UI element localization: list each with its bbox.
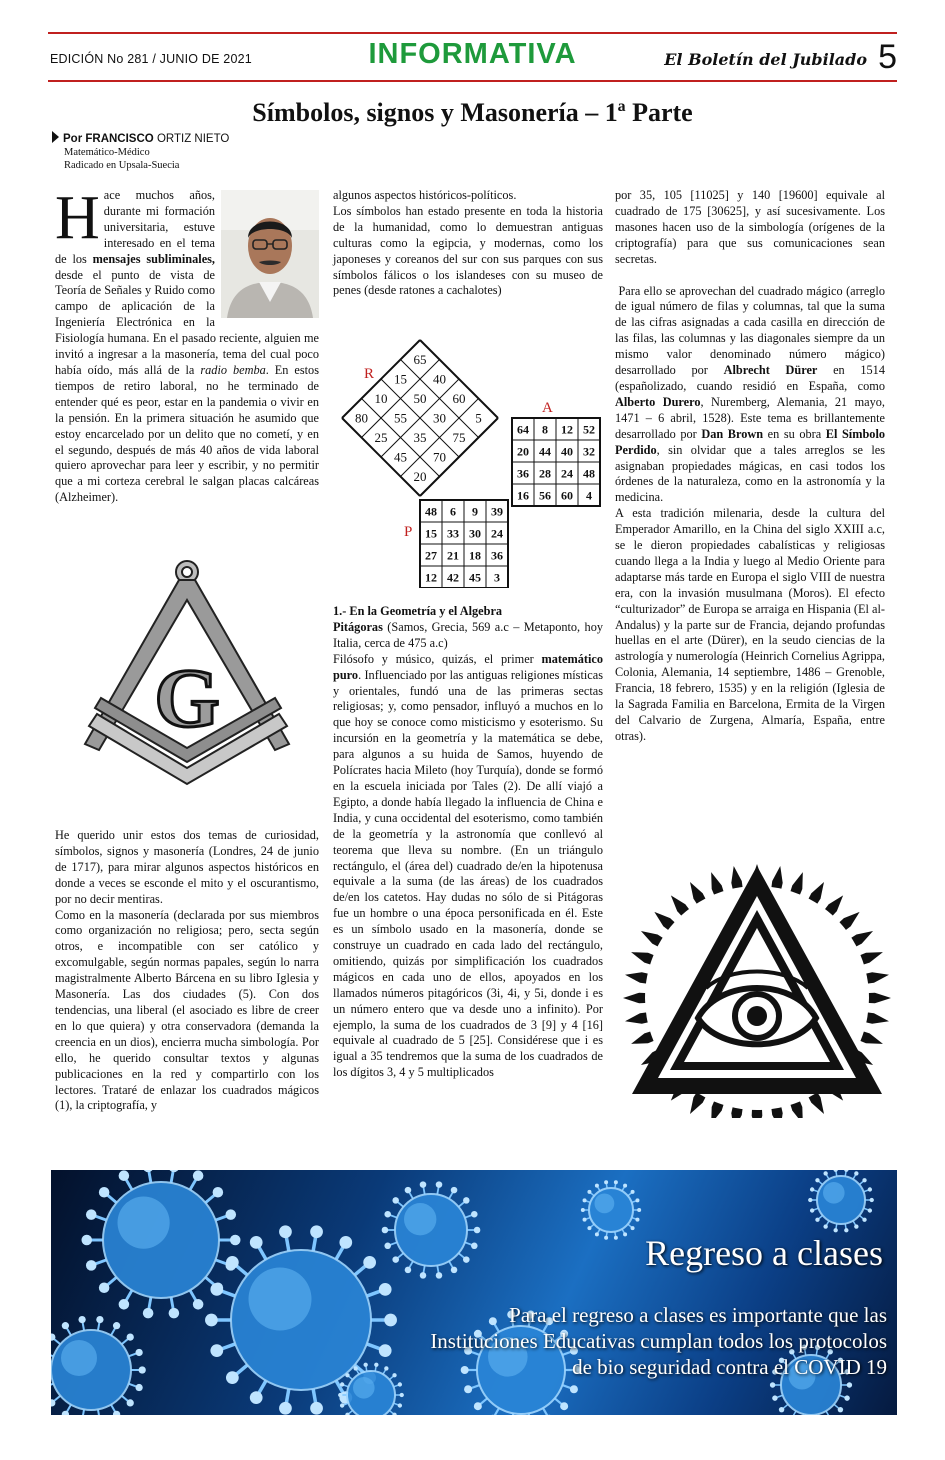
diamond-cell: 10 — [374, 391, 388, 406]
pythagorean-magic-squares-figure — [340, 338, 608, 588]
grid-a-magic-square — [512, 418, 600, 506]
grid-p-cell: 30 — [469, 526, 481, 541]
page-header — [48, 36, 897, 80]
grid-p-cell: 21 — [447, 548, 459, 563]
c3-paragraph-3: A esta tradición milenaria, desde la cultura del Emperador Amarillo, en la China del siglo XXIII a.c, se le dieron propiedades cabalísticas y religiosas cuando llega a la India y luego al Medio Oriente para adaptarse más tarde en Europa el siglo VIII de nuestra era, con la invasión musulmana (Moros). El efecto “culturizador” de Europa se arraiga en Hispania (El al-Andalus) y la parte sur de Francia, dejando profundas huellas en el arte (Dürer), en la seudo ciencias de la astrología y numerología (Heinrich Cornelius Agrippa, Colonia, Alemania, 14 septiembre, 1486 – Grenoble, Francia, 18 febrero, 1535) y en la religión (Iglesia de la Sagrada Familia en Barcelona, Ermita de la Virgen del Calvario de Zurgena, Almaría, España, entre otras). — [615, 506, 885, 743]
grid-a-cell: 12 — [561, 422, 573, 437]
diamond-cell: 20 — [413, 469, 427, 484]
grid-a-cell: 28 — [539, 466, 551, 481]
diamond-cell: 50 — [413, 391, 427, 406]
intro-text-c: . En estos tiempos de retiro laboral, no he terminado de entender qué es peor, estar en la pandemia o vivir en la pensión. En la primera situación he asumido que estoy encarcelado por un delito que no cometí, y en el segundo, después de más 40 años de vida laboral quiero aprovechar para leer y escribir, y no permitir que a mi corteza cerebral le salgan placas calcáreas (Alzheimer). — [55, 362, 319, 505]
diamond-cell: 25 — [374, 430, 388, 445]
pythagoras-name: Pitágoras — [333, 619, 383, 634]
diamond-cell: 40 — [433, 371, 446, 387]
grid-p-cell: 48 — [425, 504, 437, 519]
diamond-cell: 15 — [394, 371, 407, 387]
c2-paragraph-1: algunos aspectos históricos-políticos. — [333, 188, 517, 202]
grid-p-cell: 45 — [469, 570, 481, 585]
c2-text-b: . Influenciado por las antiguas religiones místicas y orientales, fundó una de las primeras sectas religiosas; y, como pensador, influyó a muchos en lo que hoy se conoce como misticismo y esoterismo. Su incursión en la geometría y la matemática se debe, para algunos a su huida de Samos, huyendo de Polícrates hacia Mileto (hoy Turquía), donde se formó en la escuela iniciada por Tales (2). De allí viajó a Egipto, a donde había llegado la influencia de China e India, y cuna occidental del esoterismo, como también de la geometría y la astronomía que conllevó al teorema que lleva su nombre. (En un triángulo rectángulo, el (área del) cuadrado de/en la hipotenusa equivale a la suma (de las áreas) de los cuadrados de/en los catetos. Hay dudas no sólo de si Pitágoras fue un hombre o una época personificada en él. Este es un símbolo usado en la masonería, donde se construye un cuadrado en cada lado del rectángulo, omitiendo, quizás por simplificación los cuadrados mágicos en cada uno de ellos, apoyados en los llamados números pitagóricos (3i, 4i, y 5i, donde i es un número entero que va desde uno a infinito). Por ejemplo, la suma de los cuadrados de 3 [9] y 4 [16] equivale al cuadrado de 5 [25]. Considérese que i es igual a 35 tendremos que la suma de los cuadrados de los dígitos 3, 4 y 5 multiplicados — [333, 667, 603, 1080]
diamond-cell: 70 — [433, 449, 446, 465]
grid-a-cell: 24 — [561, 466, 573, 481]
grid-a-cell: 20 — [517, 444, 529, 459]
square-and-compass-emblem — [75, 558, 300, 788]
grid-a-cell: 8 — [542, 422, 548, 437]
diamond-cell: 60 — [452, 391, 466, 406]
author-role: Matemático-Médico — [64, 147, 150, 158]
author-location: Radicado en Upsala-Suecia — [64, 160, 180, 171]
diamond-cell: 5 — [475, 410, 482, 426]
grid-a-cell: 4 — [586, 488, 592, 503]
grid-p-cell: 9 — [472, 504, 478, 519]
c1-paragraph-2: He querido unir estos dos temas de curiosidad, símbolos, signos y masonería (Londres, 24 de junio de 1717), para mirar algunos aspectos históricos en donde a veces se esconde el mito y el oscurantismo, por no decir mentiras. — [55, 828, 319, 906]
grid-p-cell: 18 — [469, 548, 481, 563]
grid-a-cell: 16 — [517, 488, 529, 503]
column-1-body — [55, 828, 319, 1114]
grid-p-cell: 12 — [425, 570, 437, 585]
diamond-cell: 65 — [413, 352, 427, 367]
diamond-cell: 45 — [394, 449, 407, 465]
grid-p-cell: 3 — [494, 570, 500, 585]
column-1-intro — [55, 184, 319, 506]
c3-text-d: en su obra — [767, 426, 822, 441]
byline-prefix: Por FRANCISCO — [63, 133, 154, 145]
drop-cap: H — [55, 184, 100, 252]
column-2-body — [333, 604, 603, 1081]
diamond-cell: 30 — [433, 410, 446, 426]
intro-text-a: ace muchos años, durante mi formación universitaria, estuve interesado en el tema de los — [55, 188, 215, 266]
section-title: INFORMATIVA — [368, 38, 577, 70]
c3-text-e: , sin olvidar que a tales arreglos se les asignaban propiedades mágicas, en casi todos los órdenes de la naturaleza, como en la astronomía y la medicina. — [615, 442, 885, 505]
grid-p-cell: 39 — [491, 504, 503, 519]
c3-text-c: , Nuremberg, Alemania, 21 mayo, 1471 – 6 abril, 1528). Este tema es brillantemente desarrollado por — [615, 394, 885, 441]
byline-arrow-icon — [52, 131, 59, 143]
label-r: R — [364, 366, 375, 382]
grid-p-cell: 42 — [447, 570, 459, 585]
diamond-magic-square — [342, 340, 498, 496]
article-title: Símbolos, signos y Masonería – 1ª Parte — [252, 98, 693, 127]
byline — [52, 131, 229, 145]
section-heading-geometry: 1.- En la Geometría y el Algebra — [333, 604, 503, 618]
c2-bold-text: matemático puro — [333, 651, 603, 682]
grid-a-cell: 44 — [539, 444, 551, 459]
c1-paragraph-3: Como en la masonería (declarada por sus miembros como organización no religiosa; pero, secta según otros, e incompatible con ser católico y excomulgable, según normas papales, según lo narra magistralmente Alberto Bárcena en su libro Iglesia y Masonería. Las dos ciudades (5). Con dos tendencias, una liberal (el asociado es libre de creer en lo que quiera) y otra conservadora (demanda la creencia en un dios), encierra mucha simbología. Por ello, he querido consultar textos y algunas publicaciones en la red y compartirlo con los lectores. Trataré de enlazar los cuadrados mágicos (1), la criptografía, y — [55, 907, 319, 1113]
banner-title: Regreso a clases — [645, 1233, 883, 1273]
c2-paragraph-2: Los símbolos han estado presente en toda la historia de la humanidad, como lo demuestran antiguas culturas como la egipcia, y modernas, como los japoneses y coreanos del sur con sus parques con sus símbolos fálicos o los islandeses con su museo de penes (desde ratones a cachalotes) — [333, 203, 603, 298]
grid-p-cell: 36 — [491, 548, 503, 563]
author-photo — [221, 190, 319, 318]
covid-banner — [51, 1170, 897, 1415]
lost-symbol-title: El Símbolo Perdido — [615, 426, 886, 457]
banner-text: Para el regreso a clases es importante que las Instituciones Educativas cumplan todos los protocolos de bio seguridad contra el COVID 19 — [430, 1303, 887, 1379]
header-bottom-rule — [48, 80, 897, 82]
grid-a-cell: 56 — [539, 488, 551, 503]
grid-a-cell: 52 — [583, 422, 595, 437]
intro-text-b: desde el punto de vista de Teoría de Señales y Ruido como campo de aplicación de la Ingeniería Electrónica en la Fisiología humana. En el pasado reciente, alguien me invitó a ingresar a la masonería, tema del cual poco había oído, más allá de la — [55, 267, 319, 377]
grid-p-cell: 33 — [447, 526, 459, 541]
grid-a-cell: 40 — [561, 444, 573, 459]
column-3-body — [615, 188, 885, 745]
edition-label: EDICIÓN No 281 / JUNIO DE 2021 — [50, 52, 252, 66]
header-top-rule — [48, 32, 897, 34]
publication-name: El Boletín del Jubilado — [664, 50, 867, 69]
grid-a-cell: 32 — [583, 444, 595, 459]
label-a: A — [542, 400, 553, 416]
label-p: P — [404, 524, 413, 540]
durer-name: Albrecht Dürer — [723, 363, 818, 378]
diamond-cell: 35 — [413, 430, 427, 445]
all-seeing-eye-emblem — [620, 848, 895, 1118]
grid-p-cell: 24 — [491, 526, 503, 541]
grid-p-cell: 6 — [450, 504, 456, 519]
diamond-cell: 75 — [452, 430, 466, 445]
page-number: 5 — [878, 38, 897, 76]
durero-name: Alberto Durero — [615, 394, 701, 409]
grid-a-cell: 36 — [517, 466, 529, 481]
dan-brown-name: Dan Brown — [701, 426, 764, 441]
grid-a-cell: 60 — [561, 488, 573, 503]
grid-a-cell: 64 — [517, 422, 529, 437]
c3-paragraph-1: por 35, 105 [11025] y 140 [19600] equivale al cuadrado de 175 [30625], y así sucesivamente. Los masones hacen uso de la simbología (orígenes de la criptografía) para que sus comunicaciones sean secretas. — [615, 188, 885, 266]
grid-p-magic-square — [420, 500, 508, 588]
column-2-top — [333, 188, 603, 299]
diamond-cell: 80 — [355, 410, 368, 426]
diamond-cell: 55 — [394, 410, 407, 426]
pythagoras-dates: (Samos, Grecia, 569 a.c – Metaponto, hoy Italia, cerca de 475 a.c) — [333, 619, 603, 650]
c2-text-a: Filósofo y músico, quizás, el primer — [333, 651, 534, 666]
grid-a-cell: 48 — [583, 466, 595, 481]
c3-text-b: en 1514 (españolizado, cuando residió en España, como — [615, 363, 885, 393]
intro-bold-text: mensajes subliminales, — [92, 251, 216, 266]
intro-italic-text: radio bemba — [200, 362, 266, 377]
byline-surname: ORTIZ NIETO — [156, 133, 230, 145]
grid-p-cell: 15 — [425, 526, 437, 541]
grid-p-cell: 27 — [425, 548, 437, 563]
compass-letter: G — [154, 652, 220, 745]
c3-text-a: Para ello se aprovechan del cuadrado mágico (arreglo de igual número de filas y columnas, tal que la suma de las cifras asignadas a cada casilla en dirección de las filas, las columnas y las diagonales siempre da un mismo valor denominado número mágico) desarrollado por — [615, 283, 885, 378]
